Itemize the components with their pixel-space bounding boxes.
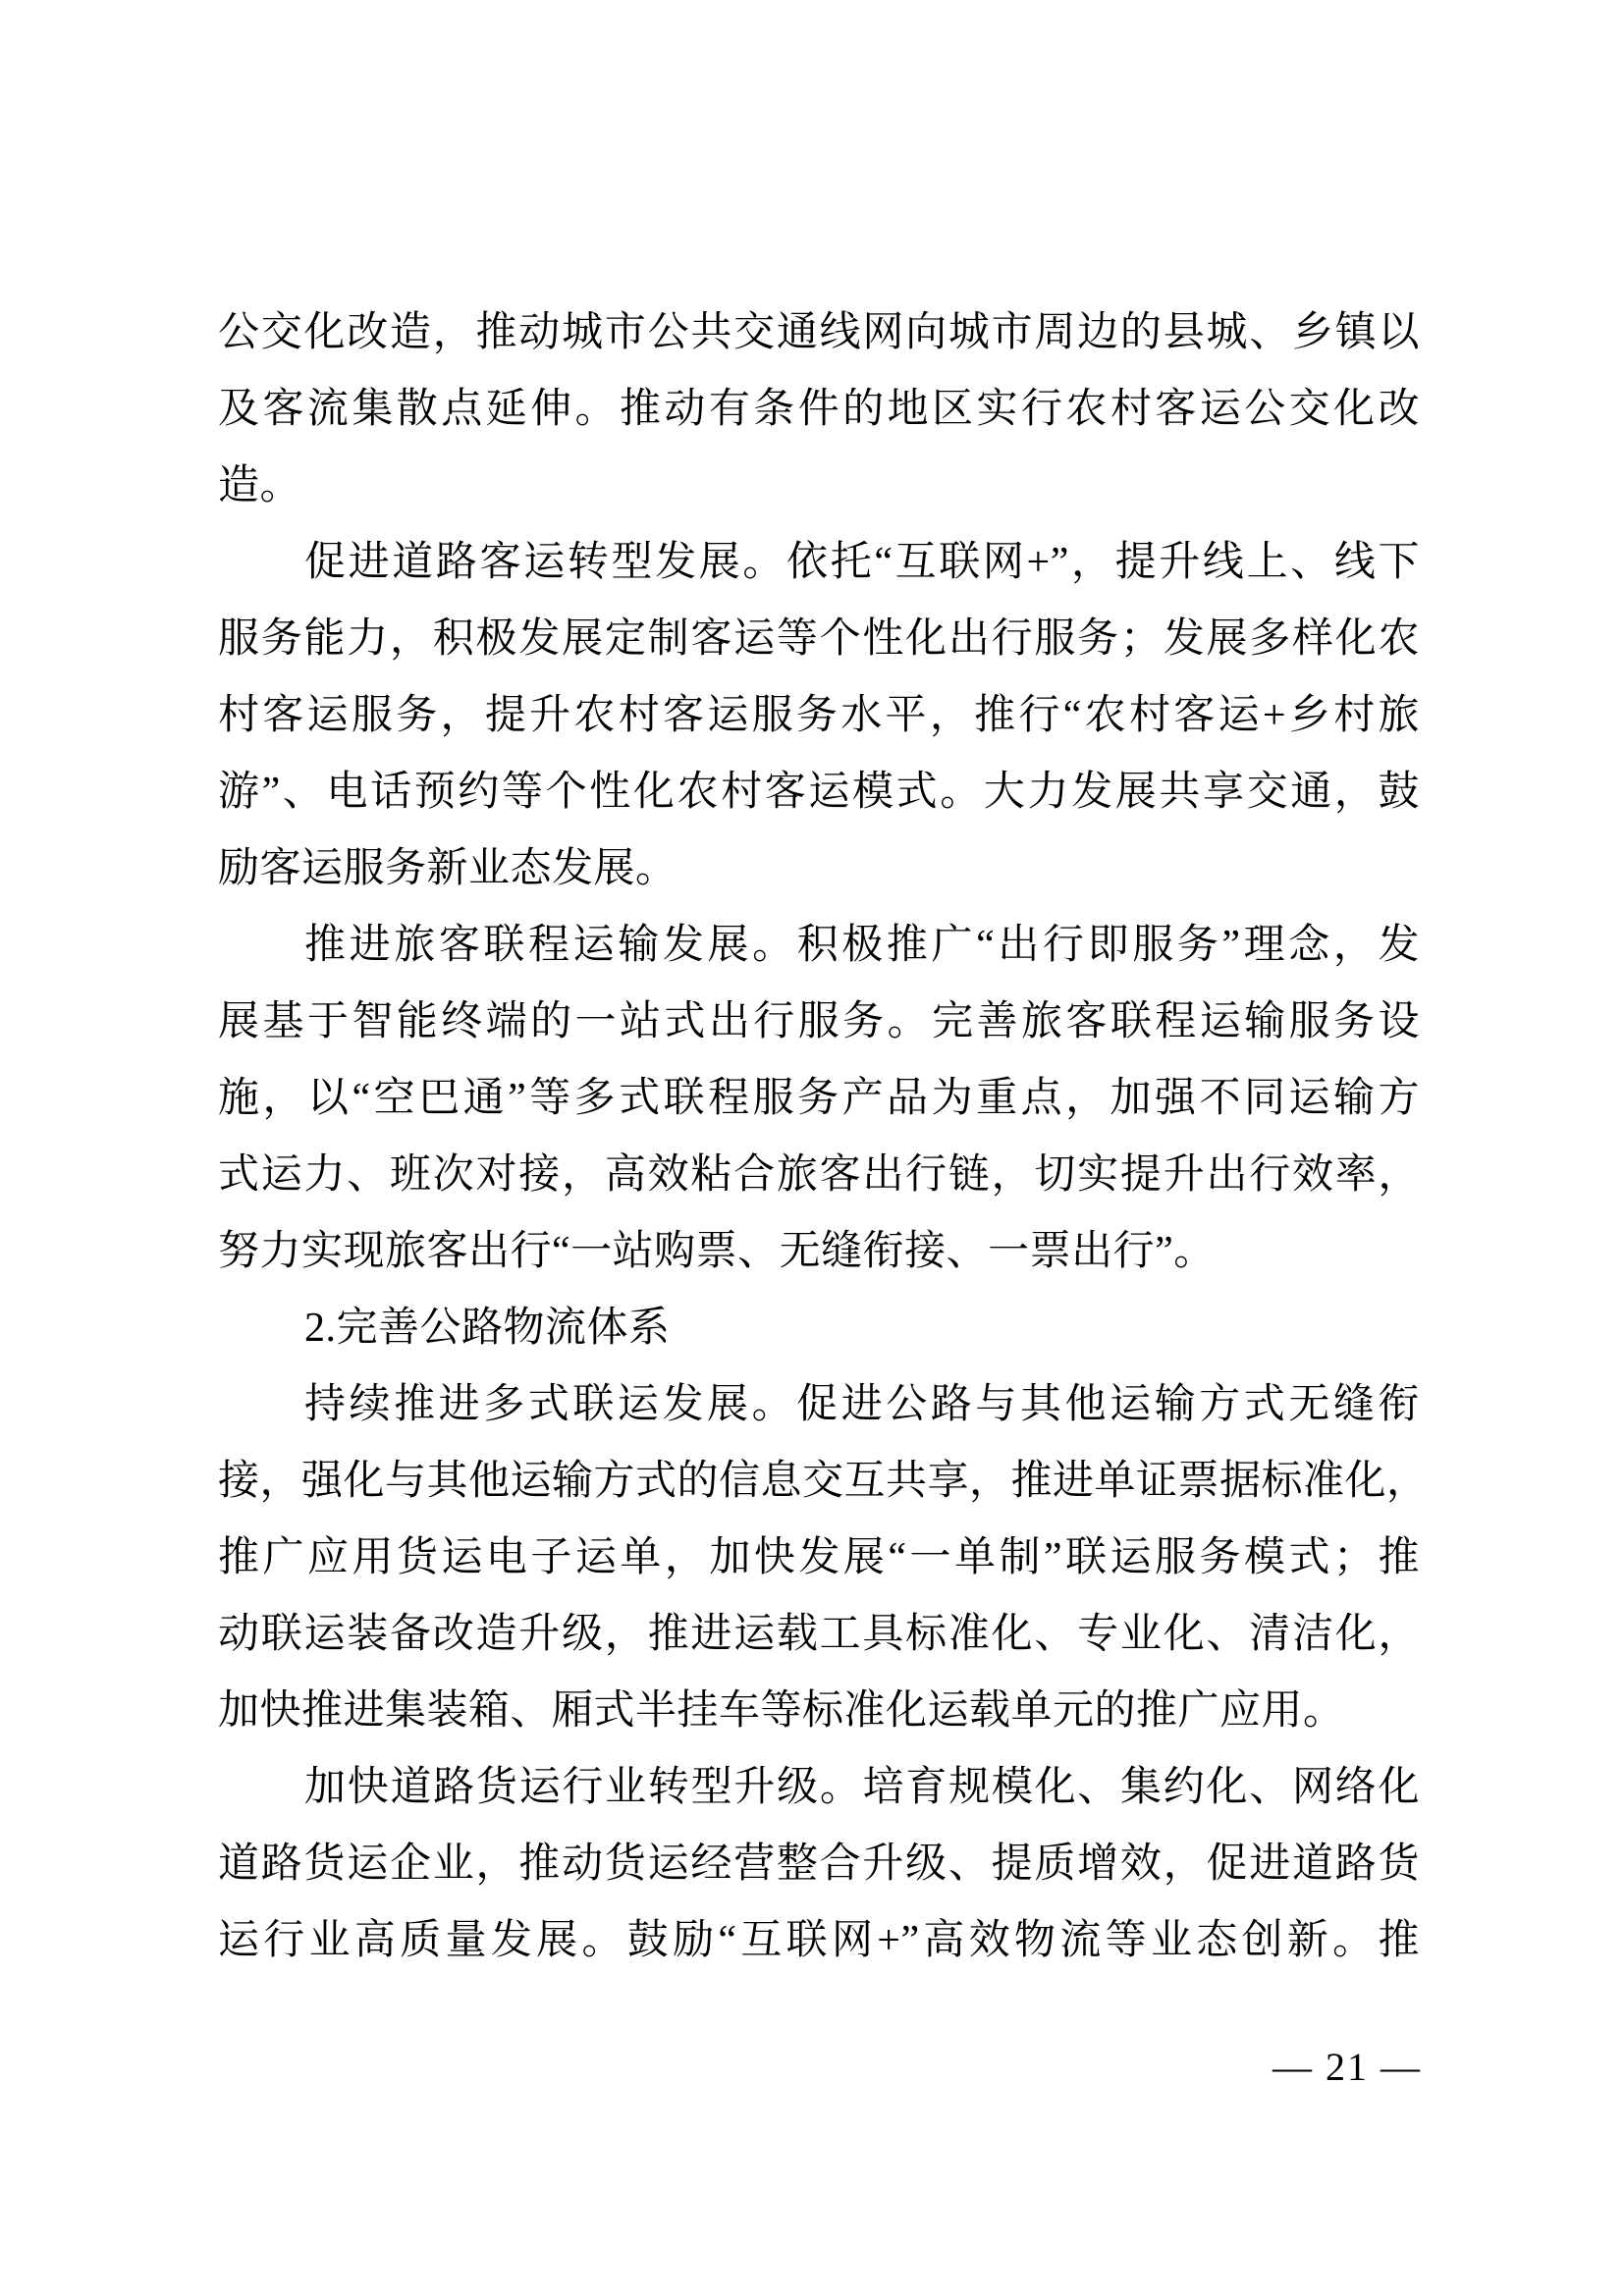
text-line: 励客运服务新业态发展。 xyxy=(218,846,677,891)
text-line: 游”、电话预约等个性化农村客运模式。大力发展共享交通，鼓 xyxy=(218,770,1420,815)
text-line: 造。 xyxy=(218,463,302,508)
text-line: 服务能力，积极发展定制客运等个性化出行服务；发展多样化农 xyxy=(218,616,1420,662)
text-line: 加快推进集装箱、厢式半挂车等标准化运载单元的推广应用。 xyxy=(218,1688,1345,1734)
text-line: 推进旅客联程运输发展。积极推广“出行即服务”理念，发 xyxy=(304,923,1420,968)
text-line: 村客运服务，提升农村客运服务水平，推行“农村客运+乡村旅 xyxy=(218,693,1420,738)
text-line: 运行业高质量发展。鼓励“互联网+”高效物流等业态创新。推 xyxy=(218,1918,1420,1963)
text-line: 展基于智能终端的一站式出行服务。完善旅客联程运输服务设 xyxy=(218,999,1420,1044)
text-line: 2.完善公路物流体系 xyxy=(304,1306,671,1351)
text-line: 道路货运企业，推动货运经营整合升级、提质增效，促进道路货 xyxy=(218,1842,1420,1887)
document-body xyxy=(218,294,1429,1979)
text-line: 动联运装备改造升级，推进运载工具标准化、专业化、清洁化， xyxy=(218,1612,1420,1657)
page-number: — 21 — xyxy=(1272,2045,1422,2089)
text-line: 施，以“空巴通”等多式联程服务产品为重点，加强不同运输方 xyxy=(218,1076,1420,1121)
text-line: 促进道路客运转型发展。依托“互联网+”，提升线上、线下 xyxy=(304,540,1420,585)
text-line: 及客流集散点延伸。推动有条件的地区实行农村客运公交化改 xyxy=(218,387,1420,432)
text-line: 加快道路货运行业转型升级。培育规模化、集约化、网络化 xyxy=(304,1765,1420,1810)
text-line: 持续推进多式联运发展。促进公路与其他运输方式无缝衔 xyxy=(304,1382,1420,1427)
text-line: 接，强化与其他运输方式的信息交互共享，推进单证票据标准化， xyxy=(218,1459,1429,1504)
text-line: 努力实现旅客出行“一站购票、无缝衔接、一票出行”。 xyxy=(218,1229,1216,1274)
text-line: 推广应用货运电子运单，加快发展“一单制”联运服务模式；推 xyxy=(218,1535,1420,1580)
text-line: 公交化改造，推动城市公共交通线网向城市周边的县城、乡镇以 xyxy=(218,310,1420,355)
text-line: 式运力、班次对接，高效粘合旅客出行链，切实提升出行效率， xyxy=(218,1152,1420,1198)
